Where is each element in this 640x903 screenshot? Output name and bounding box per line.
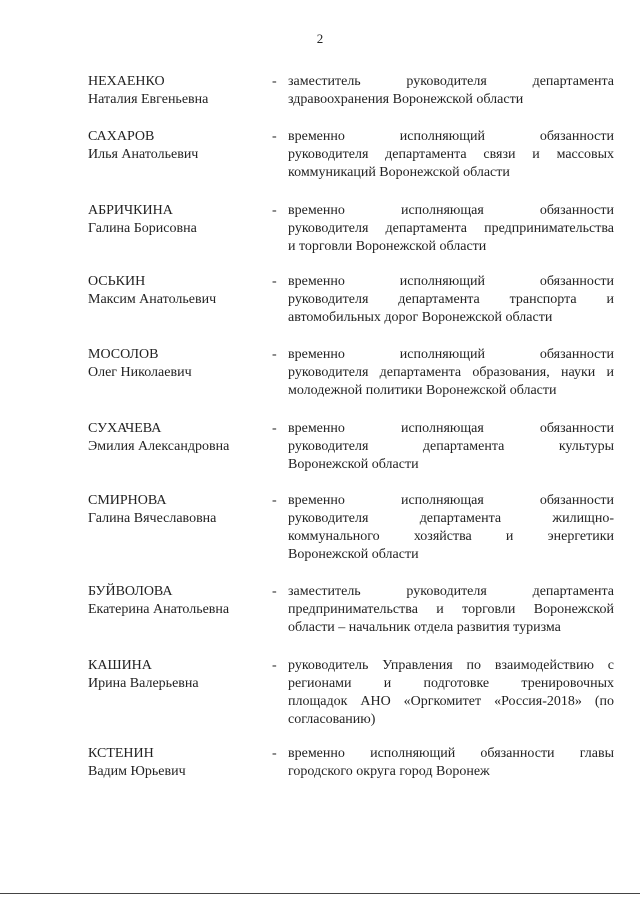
person-name bbox=[88, 745, 268, 781]
bottom-rule bbox=[0, 893, 640, 894]
dash-separator: - bbox=[272, 658, 277, 673]
person-name bbox=[88, 73, 268, 109]
page-number: 2 bbox=[316, 31, 324, 46]
position-line: молодежной политики Воронежской области bbox=[288, 383, 557, 398]
dash-separator: - bbox=[272, 74, 277, 89]
position-description bbox=[288, 583, 614, 637]
surname: СМИРНОВА bbox=[88, 493, 167, 508]
dash-separator: - bbox=[272, 421, 277, 436]
position-line: временно исполняющий обязанности bbox=[288, 274, 614, 289]
surname: МОСОЛОВ bbox=[88, 347, 159, 362]
position-line: предпринимательства и торговли Воронежской bbox=[288, 602, 614, 617]
position-line: городского округа город Воронеж bbox=[288, 764, 490, 779]
given-names: Вадим Юрьевич bbox=[88, 764, 186, 779]
position-line: руководителя департамента транспорта и bbox=[288, 292, 614, 307]
given-names: Ирина Валерьевна bbox=[88, 676, 199, 691]
position-line: регионами и подготовке тренировочных bbox=[288, 676, 614, 691]
surname: НЕХАЕНКО bbox=[88, 74, 165, 89]
position-description bbox=[288, 492, 614, 564]
position-description bbox=[288, 745, 614, 781]
person-name bbox=[88, 420, 268, 456]
position-line: области – начальник отдела развития туризма bbox=[288, 620, 561, 635]
position-description bbox=[288, 73, 614, 109]
position-line: руководителя департамента образования, науки и bbox=[288, 365, 614, 380]
position-line: временно исполняющий обязанности bbox=[288, 347, 614, 362]
position-line: временно исполняющий обязанности bbox=[288, 129, 614, 144]
person-name bbox=[88, 273, 268, 309]
dash-separator: - bbox=[272, 129, 277, 144]
person-name bbox=[88, 583, 268, 619]
position-line: временно исполняющая обязанности bbox=[288, 203, 614, 218]
surname: САХАРОВ bbox=[88, 129, 155, 144]
position-line: руководителя департамента предпринимательства bbox=[288, 221, 614, 236]
person-name bbox=[88, 657, 268, 693]
position-line: автомобильных дорог Воронежской области bbox=[288, 310, 553, 325]
position-line: заместитель руководителя департамента bbox=[288, 74, 614, 89]
dash-separator: - bbox=[272, 347, 277, 362]
surname: АБРИЧКИНА bbox=[88, 203, 173, 218]
position-line: временно исполняющий обязанности главы bbox=[288, 746, 614, 761]
position-line: согласованию) bbox=[288, 712, 376, 727]
given-names: Екатерина Анатольевна bbox=[88, 602, 230, 617]
given-names: Илья Анатольевич bbox=[88, 147, 199, 162]
surname: СУХАЧЕВА bbox=[88, 421, 162, 436]
position-description bbox=[288, 657, 614, 729]
position-line: Воронежской области bbox=[288, 457, 419, 472]
surname: КСТЕНИН bbox=[88, 746, 154, 761]
person-name bbox=[88, 128, 268, 164]
position-description bbox=[288, 346, 614, 400]
position-description bbox=[288, 273, 614, 327]
dash-separator: - bbox=[272, 493, 277, 508]
position-line: руководитель Управления по взаимодействию с bbox=[288, 658, 614, 673]
surname: КАШИНА bbox=[88, 658, 152, 673]
position-line: Воронежской области bbox=[288, 547, 419, 562]
position-line: временно исполняющая обязанности bbox=[288, 421, 614, 436]
position-line: руководителя департамента связи и массовых bbox=[288, 147, 614, 162]
position-line: руководителя департамента жилищно- bbox=[288, 511, 614, 526]
given-names: Галина Борисовна bbox=[88, 221, 197, 236]
given-names: Олег Николаевич bbox=[88, 365, 192, 380]
position-description bbox=[288, 420, 614, 474]
position-description bbox=[288, 128, 614, 182]
person-name bbox=[88, 492, 268, 528]
surname: БУЙВОЛОВА bbox=[88, 584, 173, 599]
position-line: заместитель руководителя департамента bbox=[288, 584, 614, 599]
position-description bbox=[288, 202, 614, 256]
position-line: руководителя департамента культуры bbox=[288, 439, 614, 454]
dash-separator: - bbox=[272, 584, 277, 599]
given-names: Максим Анатольевич bbox=[88, 292, 217, 307]
dash-separator: - bbox=[272, 746, 277, 761]
dash-separator: - bbox=[272, 274, 277, 289]
given-names: Наталия Евгеньевна bbox=[88, 92, 209, 107]
person-name bbox=[88, 346, 268, 382]
position-line: здравоохранения Воронежской области bbox=[288, 92, 524, 107]
given-names: Галина Вячеславовна bbox=[88, 511, 217, 526]
position-line: и торговли Воронежской области bbox=[288, 239, 487, 254]
given-names: Эмилия Александровна bbox=[88, 439, 230, 454]
position-line: коммунального хозяйства и энергетики bbox=[288, 529, 614, 544]
position-line: площадок АНО «Оргкомитет «Россия-2018» (по bbox=[288, 694, 614, 709]
position-line: временно исполняющая обязанности bbox=[288, 493, 614, 508]
position-line: коммуникаций Воронежской области bbox=[288, 165, 510, 180]
surname: ОСЬКИН bbox=[88, 274, 146, 289]
dash-separator: - bbox=[272, 203, 277, 218]
person-name bbox=[88, 202, 268, 238]
